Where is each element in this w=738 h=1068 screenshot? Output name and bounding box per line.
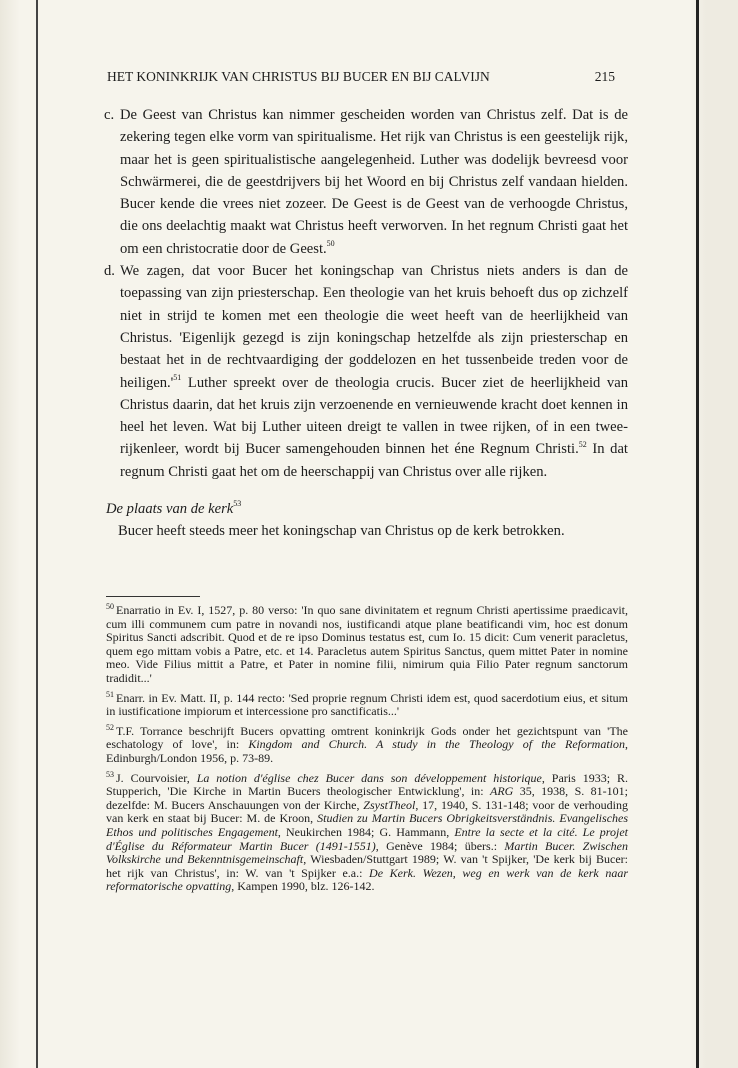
footnote-title: De Kerk. Wezen, weg en werk van de kerk naar reformatorische opvatting bbox=[106, 865, 628, 894]
section-first-line: Bucer heeft steeds meer het koningschap van Christus op de kerk betrokken. bbox=[118, 523, 565, 540]
running-title: HET KONINKRIJK VAN CHRISTUS BIJ BUCER EN BIJ CALVIJN bbox=[107, 69, 490, 84]
footnote-ref: 53 bbox=[233, 499, 242, 509]
footnote-text: , Wiesbaden/Stuttgart 1989; W. van 't Spijker, 'De kerk bij Bucer: het rijk van Christus', in: W. van 't Spijker e.a.: bbox=[106, 852, 628, 880]
footnote-ref: 52 bbox=[578, 439, 587, 449]
footnote-text: 35, 1938, S. 81-101; dezelfde: M. Bucers Anschauungen von der Kirche, bbox=[106, 784, 628, 812]
footnote-number: 53 bbox=[106, 769, 114, 779]
footnote-ref: 51 bbox=[173, 372, 182, 382]
section-heading bbox=[106, 498, 628, 520]
paragraph-text: De Geest van Christus kan nimmer gescheiden worden van Christus zelf. Dat is de zekering tegen elke vorm van spiritualisme. Het rijk van Christus is een geestelijk rijk, maar het is geen spiritualistische aangelegenheid. Luther was dodelijk bevreesd voor Schwärmerei, die de geestdrijvers bij het Woord en bij Christus zelf vandaan hielden. Bucer kende die vrees niet zozeer. De Geest is de Geest van de verhoogde Christus, die ons deelachtig maakt wat Christus heeft verworven. In het regnum Christi gaat het om een christocratie door de Geest. bbox=[120, 107, 628, 257]
footnote-text: , Edinburgh/London 1956, p. 73-89. bbox=[106, 737, 628, 765]
list-item-c bbox=[106, 104, 628, 260]
footnote-title: Martin Bucer. Zwischen Volkskirche und Bekenntnisgemeinschaft bbox=[106, 838, 628, 867]
running-header bbox=[107, 69, 615, 85]
footnote-title: Entre la secte et la cité. Le projet d'Église du Réformateur Martin Bucer (1491-1551) bbox=[106, 824, 628, 853]
footnote-divider bbox=[106, 596, 200, 597]
footnotes bbox=[106, 604, 628, 900]
footnote-title: ARG bbox=[490, 784, 514, 799]
list-item-d bbox=[106, 260, 628, 483]
footnote-title: Studien zu Martin Bucers Obrigkeitsverständnis. Evangelisches Ethos und politisches Engagement bbox=[106, 811, 629, 839]
right-page-edge bbox=[696, 0, 699, 1068]
footnote-title: Kingdom and Church. A study in the Theology of the Reformation bbox=[248, 737, 625, 752]
list-marker: c. bbox=[104, 107, 115, 123]
footnote-text: Enarratio in Ev. I, 1527, p. 80 verso: 'In quo sane divinitatem et regnum Christi apertissime praedicavit, cum illi communem cum patre in novandi nos, iustificandi atque plane beatificandi vim, hoc est donum Spiritus Sancti adscribit. Quod et de re ipso Dominus testatus est, cum Io. 15 dicit: Cum venerit paracletus, quem ego mittam vobis a Patre, etc. et 14. Paracletus autem Spiritus Sanctus, quem mittet Pater in nomine meo. Vide Filius mittit a Patre, et Pater in nomine filii, nimirum quia Filio Pater regnum sanctorum tradidit...' bbox=[106, 603, 628, 685]
footnote-text: , Paris 1933; R. Stupperich, 'Die Kirche in Martin Bucers theologischer Entwicklung', in: bbox=[106, 770, 628, 799]
footnote-53 bbox=[106, 769, 629, 894]
paragraph bbox=[120, 260, 628, 483]
footnote-title: ZsystTheol bbox=[363, 797, 416, 812]
footnote-text: , 17, 1940, S. 131-148; voor de verhouding van kerk en staat bij Bucer: M. de Kroon, bbox=[106, 797, 628, 826]
list-marker: d. bbox=[104, 263, 115, 280]
footnote-text: , Genève 1984; übers.: bbox=[375, 838, 505, 853]
footnote-text: J. Courvoisier, bbox=[116, 770, 197, 785]
footnote-text: Enarr. in Ev. Matt. II, p. 144 recto: 'Sed proprie regnum Christi idem est, quod sacerdotium eius, et situm in iustificatione impiorum et intercessione pro sanctificatis...' bbox=[106, 690, 628, 719]
page-number: 215 bbox=[594, 69, 615, 84]
paragraph-text: Luther spreekt over de theologia crucis. Bucer ziet de heerlijkheid van Christus daarin, dat het kruis zijn verzoenende en vernieuwende kracht doet kennen in heel het leven. Wat bij Luther uiteen dreigt te vallen in twee rijken, of in een twee-rijkenleer, wordt bij Bucer samengehouden binnen het éne Regnum Christi. bbox=[120, 374, 628, 458]
footnote-ref: 50 bbox=[326, 238, 335, 248]
paragraph bbox=[120, 104, 628, 260]
footnote-number: 51 bbox=[106, 689, 114, 699]
footnote-50 bbox=[106, 604, 628, 686]
footnote-text: T.F. Torrance beschrijft Bucers opvatting omtrent koninkrijk Gods onder het gezichtspunt van 'The eschatology of love', in: bbox=[106, 723, 628, 752]
footnote-number: 50 bbox=[106, 602, 114, 611]
footnote-number: 52 bbox=[106, 722, 114, 732]
left-binding-edge bbox=[36, 0, 38, 1068]
paragraph-text: We zagen, dat voor Bucer het koningschap van Christus niets anders is dan de toepassing van zijn priesterschap. Een theologie van het kruis behoeft dus op zichzelf niet in strijd te komen met een theologie die weet heeft van de heerlijkheid van Christus. 'Eigenlijk gezegd is zijn koningschap hetzelfde als zijn priesterschap en bestaat het in de rechtvaardiging der goddelozen en het tussenbeide treden voor de heiligen.' bbox=[120, 263, 628, 391]
footnote-52 bbox=[106, 722, 628, 766]
footnote-text: , Kampen 1990, blz. 126-142. bbox=[231, 879, 375, 894]
footnote-text: , Neukirchen 1984; G. Hammann, bbox=[277, 824, 455, 839]
footnote-title: La notion d'église chez Bucer dans son développement historique bbox=[196, 770, 542, 785]
main-text bbox=[106, 104, 628, 543]
footnote-51 bbox=[106, 689, 628, 719]
paragraph-text: In dat regnum Christi gaat het om de heerschappij van Christus over alle rijken. bbox=[120, 441, 628, 480]
section-heading-text: De plaats van de kerk bbox=[106, 501, 234, 518]
